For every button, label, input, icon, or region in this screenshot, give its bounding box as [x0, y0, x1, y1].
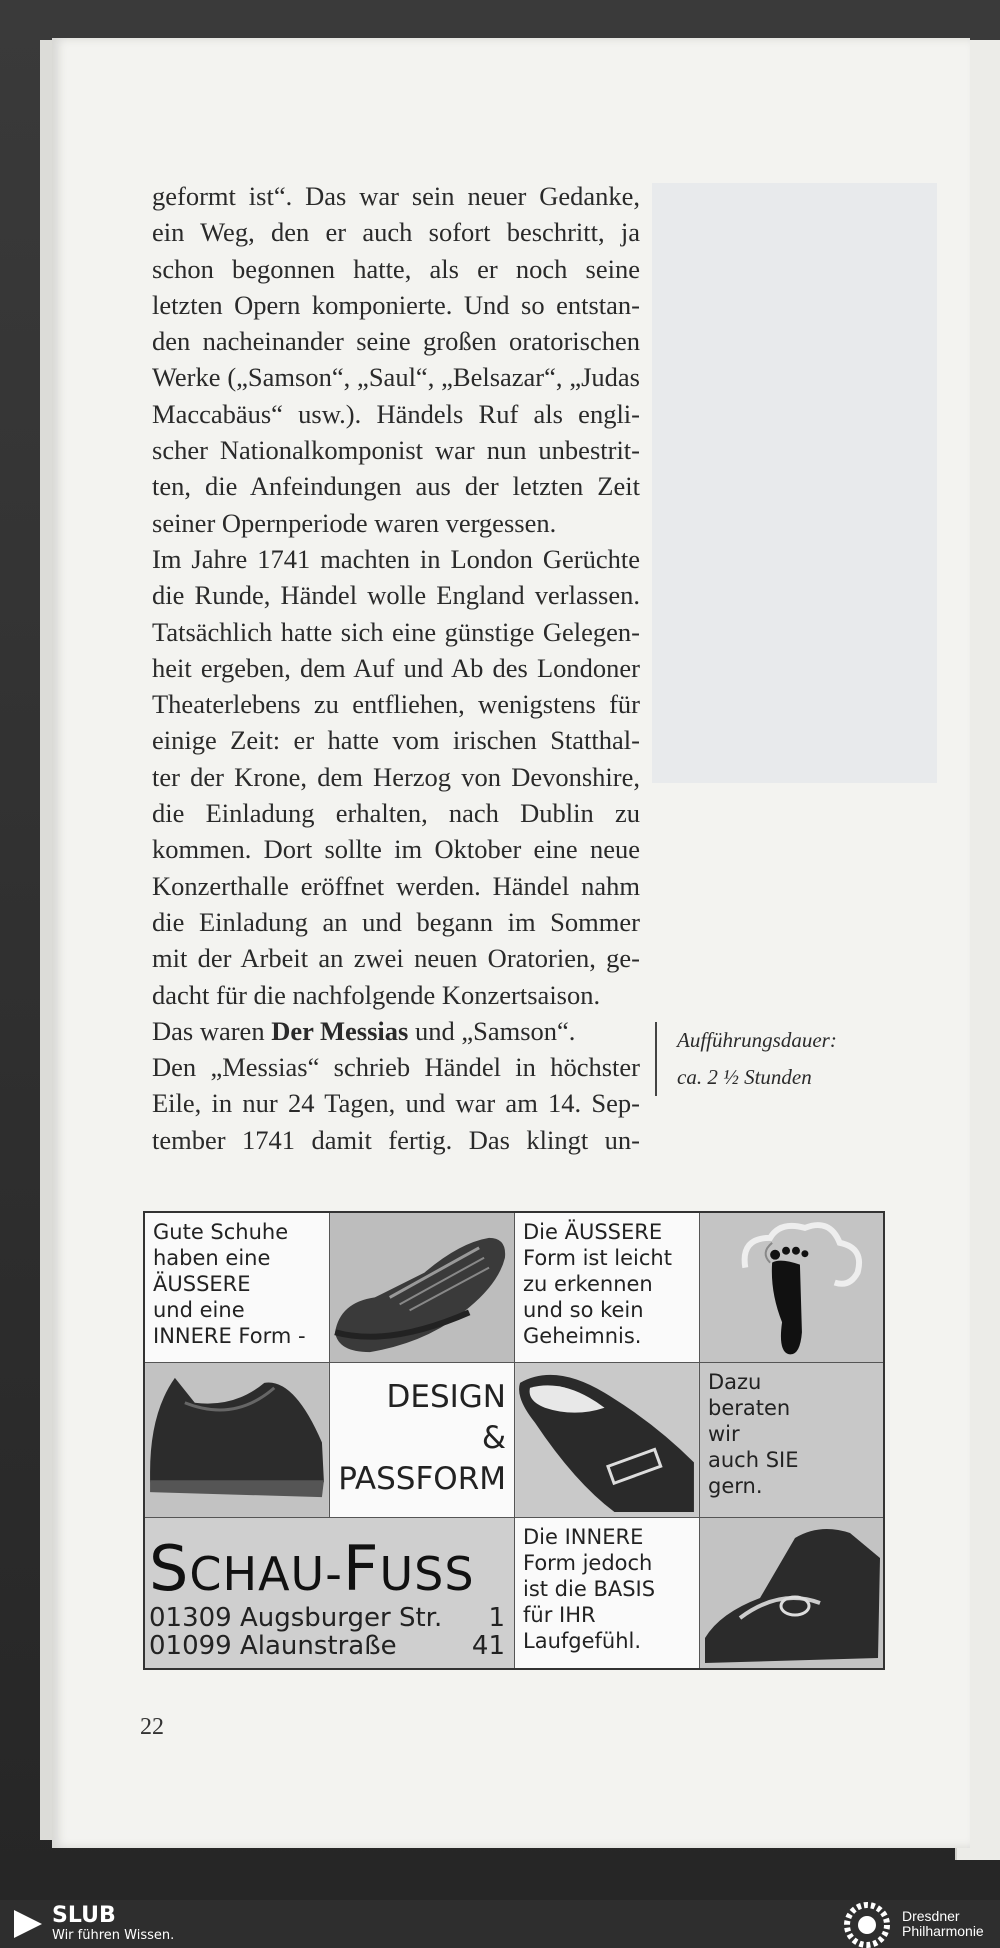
ad-line: Gute Schuhe	[153, 1220, 289, 1244]
ankle-boot-image	[700, 1518, 883, 1668]
ad-text-advice	[700, 1363, 883, 1518]
ad-text-inner-form	[515, 1518, 700, 1668]
ad-line: wir	[708, 1422, 740, 1446]
buckle-shoe-photo	[515, 1363, 700, 1518]
body-line: Im Jahre 1741 machten in London Gerüchte	[152, 543, 640, 574]
lace-shoe-photo	[330, 1213, 515, 1363]
ad-line: Dazu	[708, 1370, 762, 1394]
body-line: Werke („Samson“, „Saul“, „Belsazar“, „Judas	[152, 362, 640, 393]
ad-line: Die INNERE	[523, 1525, 644, 1549]
ad-line: ist die BASIS	[523, 1577, 656, 1601]
slip-on-shoe-photo	[145, 1363, 330, 1518]
foot-cloud-icon-cell	[700, 1213, 883, 1363]
body-line: heit ergeben, dem Auf und Ab des Londoner	[152, 652, 640, 683]
ad-line: Form jedoch	[523, 1551, 653, 1575]
ad-line: haben eine	[153, 1246, 271, 1270]
address-street: 01099 Alaunstraße	[149, 1631, 397, 1661]
body-line: Maccabäus“ usw.). Händels Ruf als engli-	[152, 398, 640, 429]
logo-part: USS	[379, 1547, 475, 1601]
body-line: seiner Opernperiode waren vergessen.	[152, 507, 557, 538]
body-line: ten, die Anfeindungen aus der letzten Zeit	[152, 471, 640, 502]
page-number: 22	[140, 1714, 164, 1740]
body-line: Konzerthalle eröffnet werden. Händel nahm	[152, 870, 640, 901]
body-line: Eile, in nur 24 Tagen, und war am 14. Sep-	[152, 1088, 640, 1119]
logo-part: CHAU-	[189, 1547, 343, 1601]
ad-line: Form ist leicht	[523, 1246, 672, 1270]
dresdner-philharmonie-logo-icon	[842, 1902, 892, 1948]
address-number: 1	[488, 1603, 505, 1633]
body-line: scher Nationalkomponist war nun unbestrit-	[152, 435, 640, 466]
body-text	[152, 178, 640, 1158]
address-number: 41	[471, 1631, 505, 1661]
ad-line: Geheimnis.	[523, 1324, 642, 1348]
slip-on-shoe-image	[145, 1363, 329, 1517]
ad-line: ÄUSSERE	[153, 1272, 251, 1296]
ad-line: INNERE Form -	[153, 1324, 306, 1348]
dp-line: Philharmonie	[902, 1923, 984, 1939]
buckle-shoe-image	[515, 1363, 699, 1517]
dresdner-philharmonie-label	[902, 1909, 984, 1939]
body-line: Tatsächlich hatte sich eine günstige Gelegen-	[152, 616, 640, 647]
ad-text-outer-inner	[145, 1213, 330, 1363]
ad-line: auch SIE	[708, 1448, 799, 1472]
address-street: 01309 Augsburger Str.	[149, 1603, 443, 1633]
ad-line: Die ÄUSSERE	[523, 1220, 663, 1244]
logo-letter: S	[149, 1532, 190, 1605]
body-line: die Einladung an und begann im Sommer	[152, 906, 640, 937]
design-passform-slogan	[330, 1363, 515, 1518]
ad-line: und eine	[153, 1298, 245, 1322]
body-line: mit der Arbeit an zwei neuen Oratorien, ge-	[152, 943, 640, 974]
ad-line: zu erkennen	[523, 1272, 653, 1296]
ad-text-outer-form	[515, 1213, 700, 1363]
body-line: den nacheinander seine großen oratorischen	[152, 326, 640, 357]
address-line	[149, 1604, 505, 1632]
ankle-boot-photo	[700, 1518, 883, 1668]
performance-duration-note	[655, 1022, 837, 1096]
body-line: letzten Opern komponierte. Und so entstan-	[152, 289, 640, 320]
body-line: ein Weg, den er auch sofort beschritt, ja	[152, 217, 640, 248]
slogan-line: PASSFORM	[338, 1461, 506, 1497]
text-span: Das waren	[152, 1015, 272, 1046]
body-line: Den „Messias“ schrieb Händel in höchster	[152, 1052, 640, 1083]
ad-line: gern.	[708, 1474, 763, 1498]
store-addresses	[149, 1604, 505, 1660]
logo-letter: F	[342, 1532, 380, 1605]
body-line: die Einladung erhalten, nach Dublin zu	[152, 798, 640, 829]
schau-fuss-logo	[149, 1532, 475, 1605]
body-line-messias	[152, 1013, 640, 1049]
work-title: Der Messias	[271, 1015, 409, 1046]
slub-title: SLUB	[52, 1903, 116, 1928]
sidenote-label: Aufführungsdauer:	[677, 1028, 837, 1052]
dp-line: Dresdner	[902, 1908, 960, 1924]
foot-print-icon	[700, 1213, 883, 1362]
lace-shoe-image	[330, 1213, 514, 1362]
ad-line: beraten	[708, 1396, 791, 1420]
text-span: und „Samson“.	[408, 1015, 576, 1046]
body-line: schon begonnen hatte, als er noch seine	[152, 253, 640, 284]
body-line: geformt ist“. Das war sein neuer Gedanke,	[152, 181, 640, 211]
ad-line: und so kein	[523, 1298, 644, 1322]
show-through-image	[652, 183, 937, 783]
schau-fuss-logo-address	[145, 1518, 515, 1668]
address-line	[149, 1632, 505, 1660]
body-line: Theaterlebens zu entfliehen, wenigstens für	[152, 689, 640, 720]
schau-fuss-advertisement	[143, 1211, 885, 1670]
ad-line: für IHR	[523, 1603, 596, 1627]
slogan-line: &	[481, 1420, 506, 1456]
sidenote-value: ca. 2 ½ Stunden	[677, 1065, 812, 1089]
body-line: die Runde, Händel wolle England verlassen.	[152, 580, 640, 611]
slub-slogan: Wir führen Wissen.	[52, 1928, 175, 1943]
body-line: tember 1741 damit fertig. Das klingt un-	[152, 1124, 640, 1155]
body-line: ter der Krone, dem Herzog von Devonshire,	[152, 761, 640, 792]
body-line: dacht für die nachfolgende Konzertsaison.	[152, 979, 601, 1010]
ad-line: Laufgefühl.	[523, 1629, 642, 1653]
body-line: einige Zeit: er hatte vom irischen Statthal-	[152, 725, 640, 756]
body-line: kommen. Dort sollte im Oktober eine neue	[152, 834, 640, 865]
slogan-line: DESIGN	[386, 1379, 506, 1415]
